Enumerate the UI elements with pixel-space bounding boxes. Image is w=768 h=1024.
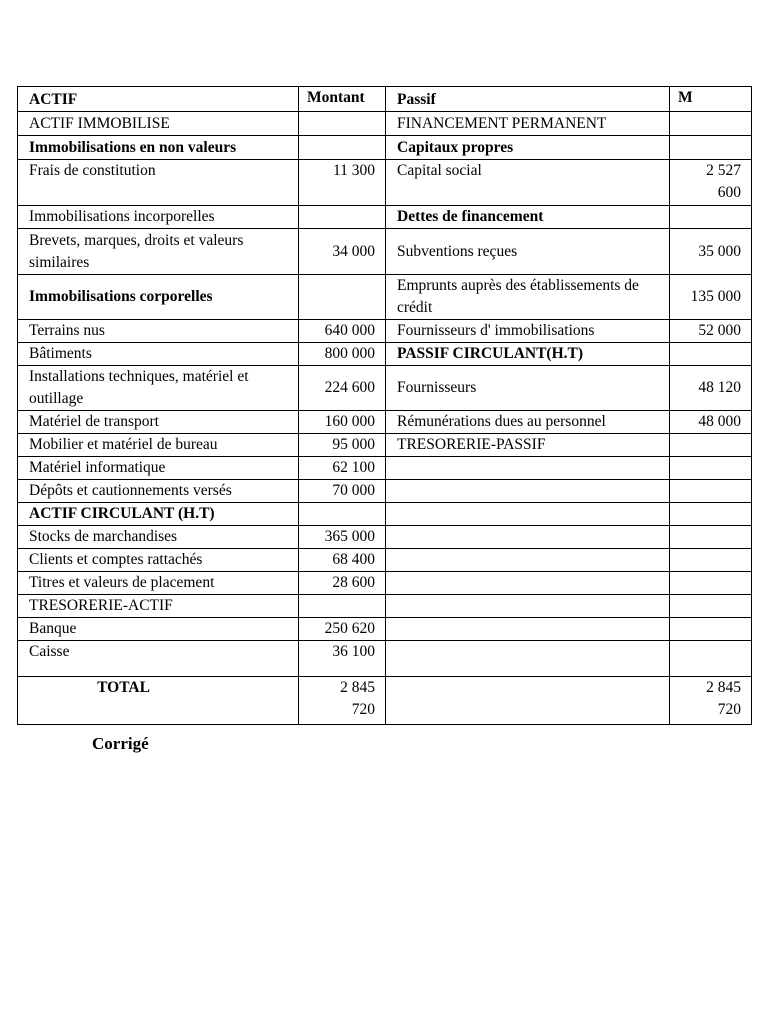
actif-value [299, 503, 386, 526]
actif-label: Brevets, marques, droits et valeurs similaires [18, 229, 299, 275]
actif-label: Matériel informatique [18, 457, 299, 480]
table-row [18, 112, 752, 136]
actif-value: 365 000 [299, 526, 386, 549]
passif-label [386, 641, 670, 677]
header-montant: Montant [299, 87, 386, 112]
passif-value: 48 000 [670, 411, 752, 434]
passif-value [670, 434, 752, 457]
actif-label: Immobilisations en non valeurs [18, 136, 299, 160]
actif-value: 62 100 [299, 457, 386, 480]
total-actif-value [299, 677, 386, 725]
actif-label: Titres et valeurs de placement [18, 572, 299, 595]
actif-value: 160 000 [299, 411, 386, 434]
passif-label [386, 480, 670, 503]
passif-label: FINANCEMENT PERMANENT [386, 112, 670, 136]
actif-label: Caisse [18, 641, 299, 677]
passif-label: Rémunérations dues au personnel [386, 411, 670, 434]
actif-label: Immobilisations incorporelles [18, 206, 299, 229]
actif-value: 70 000 [299, 480, 386, 503]
table-row [18, 366, 752, 411]
balance-sheet-table [17, 86, 752, 725]
passif-value [670, 595, 752, 618]
table-row [18, 320, 752, 343]
passif-label: Capitaux propres [386, 136, 670, 160]
table-row [18, 434, 752, 457]
passif-value [670, 503, 752, 526]
passif-value [670, 457, 752, 480]
table-row [18, 595, 752, 618]
table-row [18, 503, 752, 526]
actif-label: Clients et comptes rattachés [18, 549, 299, 572]
table-row [18, 229, 752, 275]
table-row [18, 136, 752, 160]
total-label: TOTAL [18, 677, 299, 725]
actif-label: Matériel de transport [18, 411, 299, 434]
actif-value [299, 206, 386, 229]
passif-label [386, 526, 670, 549]
passif-label [386, 572, 670, 595]
passif-value: 48 120 [670, 366, 752, 411]
actif-value: 36 100 [299, 641, 386, 677]
table-row [18, 572, 752, 595]
actif-label: TRESORERIE-ACTIF [18, 595, 299, 618]
passif-label [386, 503, 670, 526]
corrige-heading: Corrigé [92, 734, 149, 753]
header-actif: ACTIF [18, 87, 299, 112]
passif-label [386, 595, 670, 618]
total-passif-line1: 2 845 [706, 679, 741, 696]
passif-value-line2: 600 [717, 184, 741, 201]
total-actif-line2: 720 [351, 701, 375, 718]
actif-value [299, 595, 386, 618]
passif-value [670, 136, 752, 160]
table-row [18, 457, 752, 480]
header-m: M [670, 87, 752, 112]
actif-value: 224 600 [299, 366, 386, 411]
table-header-row [18, 87, 752, 112]
passif-value: 35 000 [670, 229, 752, 275]
total-row [18, 677, 752, 725]
actif-value [299, 112, 386, 136]
actif-value [299, 275, 386, 320]
table-row [18, 160, 752, 206]
passif-label: Dettes de financement [386, 206, 670, 229]
passif-value [670, 206, 752, 229]
actif-label: Terrains nus [18, 320, 299, 343]
actif-label: ACTIF IMMOBILISE [18, 112, 299, 136]
passif-value [670, 641, 752, 677]
actif-label: Mobilier et matériel de bureau [18, 434, 299, 457]
passif-label: Subventions reçues [386, 229, 670, 275]
table-row [18, 411, 752, 434]
passif-value [670, 618, 752, 641]
actif-label: Stocks de marchandises [18, 526, 299, 549]
passif-value [670, 343, 752, 366]
passif-label: PASSIF CIRCULANT(H.T) [386, 343, 670, 366]
passif-value [670, 160, 752, 206]
actif-label: Bâtiments [18, 343, 299, 366]
table-row [18, 526, 752, 549]
total-passif-line2: 720 [717, 701, 741, 718]
passif-label: Emprunts auprès des établissements de crédit [386, 275, 670, 320]
actif-value: 68 400 [299, 549, 386, 572]
passif-label [386, 457, 670, 480]
passif-value [670, 112, 752, 136]
actif-label: Banque [18, 618, 299, 641]
passif-value [670, 572, 752, 595]
total-passif-value [670, 677, 752, 725]
passif-label: Fournisseurs [386, 366, 670, 411]
actif-label: ACTIF CIRCULANT (H.T) [18, 503, 299, 526]
actif-value: 640 000 [299, 320, 386, 343]
passif-value [670, 549, 752, 572]
actif-value [299, 136, 386, 160]
table-row [18, 343, 752, 366]
actif-value: 250 620 [299, 618, 386, 641]
actif-value: 800 000 [299, 343, 386, 366]
passif-value: 52 000 [670, 320, 752, 343]
total-passif-label [386, 677, 670, 725]
actif-value: 11 300 [299, 160, 386, 206]
passif-value-line1: 2 527 [706, 162, 741, 179]
passif-label: Capital social [386, 160, 670, 206]
actif-label: Installations techniques, matériel et outillage [18, 366, 299, 411]
passif-value: 135 000 [670, 275, 752, 320]
passif-label [386, 549, 670, 572]
total-actif-line1: 2 845 [340, 679, 375, 696]
passif-label [386, 618, 670, 641]
passif-value [670, 526, 752, 549]
table-row [18, 549, 752, 572]
passif-label: Fournisseurs d' immobilisations [386, 320, 670, 343]
table-row [18, 206, 752, 229]
table-row [18, 618, 752, 641]
actif-value: 28 600 [299, 572, 386, 595]
passif-value [670, 480, 752, 503]
header-passif: Passif [386, 87, 670, 112]
actif-value: 95 000 [299, 434, 386, 457]
table-row [18, 480, 752, 503]
actif-label: Frais de constitution [18, 160, 299, 206]
actif-label: Immobilisations corporelles [18, 275, 299, 320]
passif-label: TRESORERIE-PASSIF [386, 434, 670, 457]
table-row [18, 275, 752, 320]
actif-value: 34 000 [299, 229, 386, 275]
table-row [18, 641, 752, 677]
actif-label: Dépôts et cautionnements versés [18, 480, 299, 503]
